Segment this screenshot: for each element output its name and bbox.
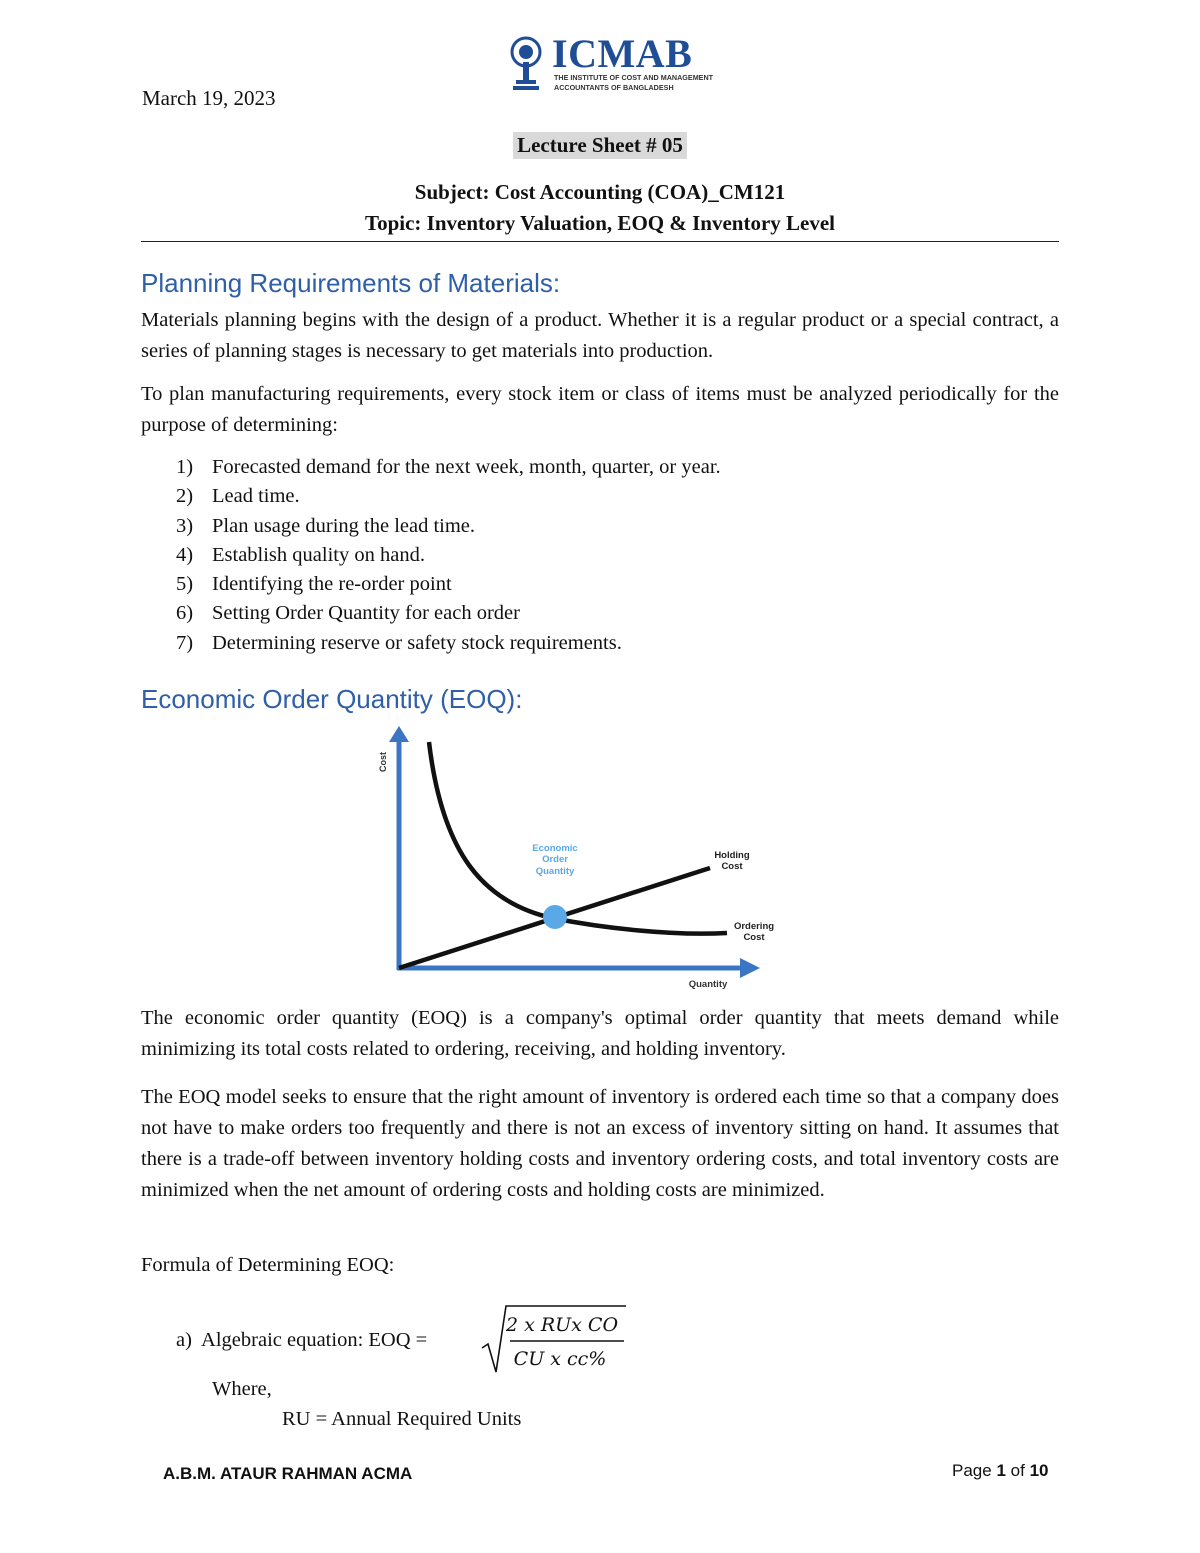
list-item-text: Plan usage during the lead time. [212,514,476,537]
eoq-annotation-line1: Economic [532,843,578,854]
topic-line: Topic: Inventory Valuation, EOQ & Inventory Level [364,211,836,235]
lecture-sheet-title [0,132,1200,159]
list-item-text: Setting Order Quantity for each order [212,602,520,625]
holding-cost-label-line1: Holding [714,850,750,861]
icmab-emblem-icon [508,36,548,96]
planning-heading: Planning Requirements of Materials: [141,268,561,298]
eoq-annotation-line2: Order [542,854,568,865]
y-axis-arrow-icon [389,726,409,742]
header-divider [141,241,1059,242]
list-item-text: Establish quality on hand. [212,543,425,566]
logo-wordmark: ICMAB [552,31,693,76]
eoq-chart [372,722,792,994]
formula-denominator: CU x cc% [513,1348,607,1370]
ordering-cost-series [429,742,727,934]
planning-paragraph-2: To plan manufacturing requirements, every stock item or class of items must be analyzed periodically for the purpose of determining: [141,383,1059,436]
x-axis-arrow-icon [740,958,760,978]
list-item-number: 2) [176,485,194,508]
y-axis-label: Cost [378,752,388,772]
list-item-number: 4) [176,543,194,566]
list-item-number: 1) [176,456,194,478]
list-item [176,541,721,570]
list-item-number: 7) [176,631,194,654]
list-item [176,599,721,628]
ordering-cost-label-line1: Ordering [733,921,775,932]
list-item [176,570,721,599]
footer-page-number [952,1461,1048,1481]
ru-definition: RU = Annual Required Units [282,1408,522,1430]
list-item [176,482,721,511]
ordering-cost-label-line2: Cost [743,932,765,943]
formula-numerator: 2 x RUx CO [505,1314,619,1336]
eoq-formula [478,1304,628,1378]
page-word: Page [952,1461,992,1480]
of-word: of [1010,1461,1025,1480]
list-item-number: 6) [176,602,194,625]
eoq-heading: Economic Order Quantity (EOQ): [141,684,523,714]
list-item-text: Identifying the re-order point [212,573,452,596]
list-item-number: 5) [176,573,194,596]
eoq-marker [543,905,567,929]
x-axis-label: Quantity [688,979,728,990]
lecture-sheet-label: Lecture Sheet # 05 [513,132,687,159]
eoq-paragraph-1: The economic order quantity (EOQ) is a company's optimal order quantity that meets demand while minimizing its total costs related to ordering, receiving, and holding inventory. [141,1007,1059,1060]
list-item [176,453,721,482]
planning-paragraph-1: Materials planning begins with the design of a product. Whether it is a regular product or a special contract, a series of planning stages is necessary to get materials into production. [141,309,1059,362]
eoq-annotation-line3: Quantity [535,866,575,877]
logo-subtitle-line2: ACCOUNTANTS OF BANGLADESH [554,83,674,92]
page-total: 10 [1029,1461,1049,1480]
page-current: 1 [996,1461,1006,1480]
formula-title: Formula of Determining EOQ: [141,1254,395,1276]
list-item-number: 3) [176,514,194,537]
list-item [176,629,721,658]
algebraic-equation-label: a) Algebraic equation: EOQ = [176,1329,428,1351]
footer-author: A.B.M. ATAUR RAHMAN ACMA [163,1464,413,1483]
holding-cost-label-line2: Cost [721,861,743,872]
eoq-paragraph-2: The EOQ model seeks to ensure that the right amount of inventory is ordered each time so that a company does not have to make orders too frequently and there is not an excess of inventory sitting on hand. It assumes that there is a trade-off between inventory holding costs and inventory ordering costs, and total inventory costs are minimized when the net amount of ordering costs and holding costs are minimized. [141,1086,1059,1201]
list-item-text: Determining reserve or safety stock requirements. [212,631,622,654]
subject-line: Subject: Cost Accounting (COA)_CM121 [414,180,786,204]
planning-list [176,453,721,658]
list-item-text: Lead time. [212,485,300,508]
list-item-text: Forecasted demand for the next week, month, quarter, or year. [212,456,721,478]
list-item [176,512,721,541]
icmab-logo [508,31,714,96]
logo-subtitle-line1: THE INSTITUTE OF COST AND MANAGEMENT [554,73,714,82]
document-date: March 19, 2023 [142,86,276,110]
where-label: Where, [212,1378,272,1400]
